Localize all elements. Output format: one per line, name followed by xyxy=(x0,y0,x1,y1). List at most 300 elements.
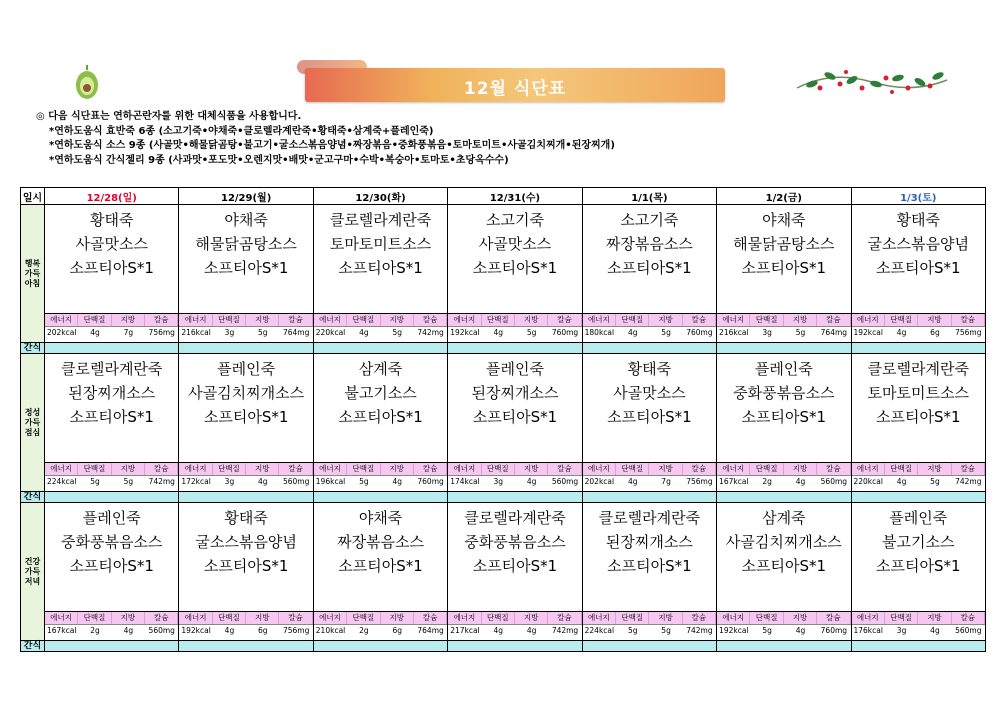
nutrient-header: 지방 xyxy=(649,612,682,624)
nutrition-grid xyxy=(45,314,178,339)
nutrition-cell xyxy=(851,314,985,343)
nutrient-header: 칼슘 xyxy=(414,612,447,624)
menu-sauce: 불고기소스 xyxy=(882,533,955,551)
menu-porridge: 야채죽 xyxy=(358,509,403,527)
nutrition-cell xyxy=(45,612,179,641)
snack-cell xyxy=(45,641,179,652)
snack-cell xyxy=(179,641,313,652)
nutrient-value: 4g xyxy=(784,475,817,488)
meal-label-line: 행복 xyxy=(24,258,41,268)
nutrient-header: 에너지 xyxy=(448,314,481,326)
nutrient-value: 202kcal xyxy=(584,477,615,486)
nutrient-header: 칼슘 xyxy=(952,463,985,475)
nutrition-row xyxy=(21,463,986,492)
nutrient-header: 에너지 xyxy=(717,612,750,624)
nutrition-cell xyxy=(448,314,582,343)
nutrient-value: 760mg xyxy=(414,475,447,488)
nutrition-grid xyxy=(179,612,312,637)
nutrition-cell xyxy=(179,314,313,343)
menu-cell xyxy=(313,205,447,314)
nutrient-value: 216kcal xyxy=(719,328,749,337)
nutrition-grid xyxy=(45,463,178,488)
nutrient-value: 5g xyxy=(616,624,649,637)
nutrition-grid xyxy=(179,463,312,488)
meal-label-line: 저녁 xyxy=(24,576,41,586)
snack-row xyxy=(21,641,986,652)
menu-sauce: 사골맛소스 xyxy=(613,384,686,402)
nutrition-cell xyxy=(179,612,313,641)
menu-supplement: 소프티아S*1 xyxy=(472,259,558,277)
nutrition-row xyxy=(21,612,986,641)
snack-label: 간식 xyxy=(21,492,45,503)
nutrient-header: 지방 xyxy=(112,314,145,326)
nutrient-value: 5g xyxy=(347,475,380,488)
menu-table xyxy=(20,187,986,652)
snack-cell xyxy=(179,343,313,354)
menu-sauce: 중화풍볶음소스 xyxy=(464,533,566,551)
menu-cell xyxy=(179,354,313,463)
nutrient-header: 단백질 xyxy=(347,463,380,475)
note-line: *연하도움식 소스 9종 (사골맛•해물닭곰탕•불고기•굴소스볶음양념•짜장볶음•중화풍볶음•토마토미트•사골김치찌개•된장찌개) xyxy=(49,140,615,152)
nutrition-cell xyxy=(582,612,716,641)
menu-porridge: 플레인죽 xyxy=(217,360,276,378)
nutrient-header: 지방 xyxy=(515,463,548,475)
menu-porridge: 황태죽 xyxy=(89,211,134,229)
avocado-icon xyxy=(74,64,100,100)
day-header-row xyxy=(21,188,986,205)
snack-cell xyxy=(582,492,716,503)
nutrition-grid xyxy=(314,314,447,339)
menu-porridge: 클로렐라계란죽 xyxy=(329,211,432,229)
nutrient-value: 210kcal xyxy=(315,626,346,635)
day-header: 1/1(목) xyxy=(582,188,716,205)
nutrient-value: 5g xyxy=(246,326,279,339)
nutrition-cell xyxy=(448,463,582,492)
menu-porridge: 플레인죽 xyxy=(485,360,544,378)
snack-cell xyxy=(448,492,582,503)
note-line: *연하도움식 효반죽 6종 (소고기죽•야채죽•클로렐라계란죽•황태죽•삼계죽+플레인죽) xyxy=(49,125,434,137)
nutrient-header: 단백질 xyxy=(482,314,515,326)
snack-cell xyxy=(717,343,851,354)
menu-cell xyxy=(851,503,985,612)
nutrient-value: 2g xyxy=(78,624,111,637)
menu-cell xyxy=(45,354,179,463)
nutrient-header: 단백질 xyxy=(885,612,918,624)
notes xyxy=(36,110,615,169)
menu-sauce: 중화풍볶음소스 xyxy=(60,533,163,551)
nutrient-value: 180kcal xyxy=(584,328,615,337)
nutrition-grid xyxy=(314,463,447,488)
menu-supplement: 소프티아S*1 xyxy=(741,408,827,426)
snack-cell xyxy=(313,492,447,503)
nutrient-value: 224kcal xyxy=(46,477,77,486)
menu-porridge: 야채죽 xyxy=(224,211,268,229)
nutrition-cell xyxy=(313,314,447,343)
nutrient-value: 4g xyxy=(616,326,649,339)
nutrient-header: 단백질 xyxy=(213,612,246,624)
nutrient-header: 에너지 xyxy=(179,314,212,326)
note-main: ◎ 다음 식단표는 연하곤란자를 위한 대체식품을 사용합니다. xyxy=(36,111,302,122)
nutrient-value: 216kcal xyxy=(181,328,211,337)
nutrition-cell xyxy=(448,612,582,641)
meal-label-line: 점심 xyxy=(24,427,41,437)
nutrient-header: 단백질 xyxy=(213,314,246,326)
nutrient-value: 5g xyxy=(515,326,548,339)
menu-cell xyxy=(179,503,313,612)
nutrient-header: 단백질 xyxy=(347,612,380,624)
nutrient-value: 4g xyxy=(381,475,414,488)
nutrient-header: 단백질 xyxy=(616,463,649,475)
nutrient-value: 167kcal xyxy=(719,477,749,486)
menu-cell xyxy=(851,205,985,314)
nutrient-header: 지방 xyxy=(784,463,817,475)
nutrient-value: 3g xyxy=(213,475,246,488)
snack-cell xyxy=(313,641,447,652)
snack-cell xyxy=(851,641,985,652)
nutrient-header: 단백질 xyxy=(885,463,918,475)
menu-supplement: 소프티아S*1 xyxy=(69,408,154,426)
nutrient-value: 764mg xyxy=(414,624,447,637)
nutrient-header: 칼슘 xyxy=(548,463,581,475)
menu-sauce: 짜장볶음소스 xyxy=(337,533,425,551)
menu-porridge: 야채죽 xyxy=(762,211,806,229)
nutrient-value: 4g xyxy=(482,326,515,339)
menu-supplement: 소프티아S*1 xyxy=(203,259,289,277)
nutrient-value: 742mg xyxy=(952,475,985,488)
nutrition-cell xyxy=(45,314,179,343)
meal-label-line: 가득 xyxy=(24,417,41,427)
nutrient-header: 칼슘 xyxy=(414,463,447,475)
nutrient-header: 지방 xyxy=(246,463,279,475)
snack-row xyxy=(21,492,986,503)
nutrition-grid xyxy=(583,612,716,637)
nutrient-header: 단백질 xyxy=(347,314,380,326)
menu-supplement: 소프티아S*1 xyxy=(607,557,692,575)
nutrition-cell xyxy=(851,463,985,492)
nutrient-header: 지방 xyxy=(918,612,951,624)
menu-porridge: 클로렐라계란죽 xyxy=(598,509,701,527)
menu-porridge: 삼계죽 xyxy=(762,509,806,527)
menu-porridge: 황태죽 xyxy=(224,509,268,527)
nutrient-value: 2g xyxy=(750,475,783,488)
nutrient-value: 4g xyxy=(482,624,515,637)
snack-cell xyxy=(717,492,851,503)
nutrition-cell xyxy=(313,463,447,492)
nutrition-row xyxy=(21,314,986,343)
menu-porridge: 플레인죽 xyxy=(754,360,813,378)
nutrient-value: 756mg xyxy=(279,624,312,637)
menu-supplement: 소프티아S*1 xyxy=(338,557,423,575)
menu-porridge: 플레인죽 xyxy=(82,509,141,527)
nutrient-value: 192kcal xyxy=(181,626,211,635)
nutrient-value: 742mg xyxy=(548,624,581,637)
menu-supplement: 소프티아S*1 xyxy=(203,408,289,426)
nutrient-value: 4g xyxy=(616,475,649,488)
nutrient-value: 742mg xyxy=(145,475,178,488)
nutrient-header: 칼슘 xyxy=(279,314,312,326)
nutrient-header: 에너지 xyxy=(717,314,750,326)
menu-sauce: 된장찌개소스 xyxy=(605,533,693,551)
corner-label: 일시 xyxy=(21,188,45,205)
snack-cell xyxy=(851,492,985,503)
nutrient-header: 에너지 xyxy=(583,463,616,475)
nutrient-value: 5g xyxy=(649,326,682,339)
nutrient-value: 6g xyxy=(246,624,279,637)
nutrient-value: 3g xyxy=(482,475,515,488)
menu-cell xyxy=(582,503,716,612)
menu-sauce: 짜장볶음소스 xyxy=(605,235,693,253)
menu-row xyxy=(21,205,986,314)
nutrition-cell xyxy=(313,612,447,641)
menu-cell xyxy=(851,354,985,463)
nutrient-value: 5g xyxy=(78,475,111,488)
menu-cell xyxy=(45,503,179,612)
nutrient-value: 7g xyxy=(649,475,682,488)
note-line: *연하도움식 간식젤리 9종 (사과맛•포도맛•오렌지맛•배맛•군고구마•수박•복숭아•토마토•초당옥수수) xyxy=(49,155,509,167)
nutrient-header: 지방 xyxy=(515,612,548,624)
menu-cell xyxy=(448,354,582,463)
nutrient-header: 칼슘 xyxy=(145,463,178,475)
nutrient-value: 760mg xyxy=(548,326,581,339)
menu-supplement: 소프티아S*1 xyxy=(69,259,154,277)
nutrient-header: 칼슘 xyxy=(548,314,581,326)
nutrient-header: 지방 xyxy=(112,463,145,475)
title-banner xyxy=(305,68,725,102)
nutrient-header: 에너지 xyxy=(448,463,481,475)
nutrient-value: 224kcal xyxy=(584,626,615,635)
nutrient-value: 6g xyxy=(918,326,951,339)
nutrient-value: 202kcal xyxy=(46,328,77,337)
nutrition-cell xyxy=(717,314,851,343)
nutrient-header: 칼슘 xyxy=(683,612,716,624)
nutrient-header: 칼슘 xyxy=(548,612,581,624)
nutrient-header: 에너지 xyxy=(45,612,78,624)
menu-supplement: 소프티아S*1 xyxy=(876,408,961,426)
nutrition-grid xyxy=(717,314,850,339)
menu-cell xyxy=(582,205,716,314)
nutrient-value: 3g xyxy=(885,624,918,637)
nutrient-header: 단백질 xyxy=(750,314,783,326)
nutrient-value: 3g xyxy=(213,326,246,339)
menu-cell xyxy=(448,503,582,612)
nutrient-header: 단백질 xyxy=(616,612,649,624)
nutrient-header: 에너지 xyxy=(179,463,212,475)
menu-porridge: 소고기죽 xyxy=(485,211,544,229)
menu-supplement: 소프티아S*1 xyxy=(338,259,423,277)
nutrient-value: 560mg xyxy=(279,475,312,488)
nutrition-grid xyxy=(852,612,985,637)
nutrient-header: 지방 xyxy=(784,612,817,624)
menu-sauce: 된장찌개소스 xyxy=(68,384,156,402)
nutrition-cell xyxy=(717,463,851,492)
snack-cell xyxy=(179,492,313,503)
nutrient-value: 756mg xyxy=(952,326,985,339)
nutrient-value: 167kcal xyxy=(46,626,77,635)
snack-cell xyxy=(45,343,179,354)
snack-row xyxy=(21,343,986,354)
menu-supplement: 소프티아S*1 xyxy=(607,259,692,277)
menu-cell xyxy=(313,503,447,612)
nutrition-cell xyxy=(45,463,179,492)
day-header: 12/28(일) xyxy=(45,188,179,205)
nutrient-header: 단백질 xyxy=(213,463,246,475)
meal-label-line: 가득 xyxy=(24,268,41,278)
nutrient-value: 4g xyxy=(78,326,111,339)
nutrient-value: 192kcal xyxy=(450,328,480,337)
menu-sauce: 사골김치찌개소스 xyxy=(725,533,842,551)
nutrient-header: 지방 xyxy=(246,314,279,326)
nutrition-grid xyxy=(717,463,850,488)
nutrient-value: 4g xyxy=(885,475,918,488)
menu-cell xyxy=(179,205,313,314)
menu-supplement: 소프티아S*1 xyxy=(69,557,154,575)
nutrient-value: 4g xyxy=(515,475,548,488)
nutrient-value: 176kcal xyxy=(853,626,883,635)
nutrition-grid xyxy=(852,463,985,488)
nutrient-value: 4g xyxy=(213,624,246,637)
snack-cell xyxy=(717,641,851,652)
nutrient-value: 4g xyxy=(246,475,279,488)
holly-garland-icon xyxy=(792,58,952,104)
nutrient-value: 4g xyxy=(784,624,817,637)
menu-porridge: 소고기죽 xyxy=(620,211,679,229)
nutrient-value: 172kcal xyxy=(181,477,211,486)
nutrition-cell xyxy=(851,612,985,641)
nutrient-header: 에너지 xyxy=(717,463,750,475)
menu-porridge: 플레인죽 xyxy=(889,509,948,527)
nutrient-value: 760mg xyxy=(683,326,716,339)
nutrient-value: 742mg xyxy=(414,326,447,339)
nutrient-header: 칼슘 xyxy=(952,314,985,326)
snack-cell xyxy=(851,343,985,354)
nutrient-value: 174kcal xyxy=(450,477,480,486)
menu-porridge: 클로렐라계란죽 xyxy=(464,509,566,527)
menu-porridge: 삼계죽 xyxy=(358,360,403,378)
nutrition-grid xyxy=(448,314,581,339)
nutrient-value: 764mg xyxy=(817,326,850,339)
nutrient-header: 에너지 xyxy=(314,463,347,475)
page-title: 12월 식단표 xyxy=(463,79,567,99)
nutrient-value: 220kcal xyxy=(315,328,346,337)
nutrient-header: 지방 xyxy=(381,612,414,624)
nutrient-value: 5g xyxy=(381,326,414,339)
menu-sauce: 된장찌개소스 xyxy=(471,384,559,402)
menu-porridge: 황태죽 xyxy=(896,211,940,229)
menu-cell xyxy=(448,205,582,314)
nutrition-grid xyxy=(448,463,581,488)
menu-row xyxy=(21,503,986,612)
nutrient-value: 764mg xyxy=(279,326,312,339)
nutrient-header: 단백질 xyxy=(78,314,111,326)
nutrient-header: 지방 xyxy=(381,314,414,326)
nutrient-header: 에너지 xyxy=(852,612,885,624)
menu-supplement: 소프티아S*1 xyxy=(876,557,961,575)
nutrient-header: 에너지 xyxy=(314,314,347,326)
day-header: 1/2(금) xyxy=(717,188,851,205)
nutrition-grid xyxy=(852,314,985,339)
nutrient-header: 칼슘 xyxy=(145,612,178,624)
menu-supplement: 소프티아S*1 xyxy=(741,557,827,575)
menu-sauce: 중화풍볶음소스 xyxy=(733,384,835,402)
nutrition-grid xyxy=(45,612,178,637)
nutrient-value: 4g xyxy=(885,326,918,339)
menu-sauce: 해물닭곰탕소스 xyxy=(733,235,835,253)
menu-sauce: 토마토미트소스 xyxy=(329,235,432,253)
menu-sauce: 굴소스볶음양념 xyxy=(867,235,969,253)
nutrient-header: 지방 xyxy=(918,463,951,475)
meal-label xyxy=(21,354,45,492)
nutrition-grid xyxy=(314,612,447,637)
day-header: 12/29(월) xyxy=(179,188,313,205)
nutrient-header: 칼슘 xyxy=(817,314,850,326)
nutrient-value: 4g xyxy=(112,624,145,637)
nutrient-value: 4g xyxy=(347,326,380,339)
nutrient-value: 742mg xyxy=(683,624,716,637)
nutrient-header: 단백질 xyxy=(750,463,783,475)
nutrient-value: 2g xyxy=(347,624,380,637)
nutrient-header: 단백질 xyxy=(616,314,649,326)
meal-label xyxy=(21,205,45,343)
menu-sauce: 사골맛소스 xyxy=(75,235,148,253)
nutrition-cell xyxy=(582,314,716,343)
nutrient-header: 단백질 xyxy=(482,463,515,475)
menu-porridge: 황태죽 xyxy=(627,360,672,378)
nutrient-header: 단백질 xyxy=(750,612,783,624)
menu-sauce: 불고기소스 xyxy=(344,384,417,402)
menu-supplement: 소프티아S*1 xyxy=(741,259,827,277)
nutrient-header: 에너지 xyxy=(583,612,616,624)
nutrient-header: 칼슘 xyxy=(817,612,850,624)
nutrition-cell xyxy=(582,463,716,492)
menu-cell xyxy=(717,503,851,612)
nutrient-value: 217kcal xyxy=(450,626,480,635)
nutrient-header: 단백질 xyxy=(78,463,111,475)
snack-cell xyxy=(313,343,447,354)
nutrient-header: 지방 xyxy=(112,612,145,624)
snack-cell xyxy=(448,641,582,652)
menu-cell xyxy=(45,205,179,314)
nutrition-grid xyxy=(583,463,716,488)
nutrient-header: 단백질 xyxy=(482,612,515,624)
snack-label: 간식 xyxy=(21,343,45,354)
nutrient-header: 칼슘 xyxy=(145,314,178,326)
nutrient-header: 에너지 xyxy=(179,612,212,624)
nutrient-header: 칼슘 xyxy=(683,314,716,326)
nutrient-header: 칼슘 xyxy=(414,314,447,326)
meal-label xyxy=(21,503,45,641)
snack-cell xyxy=(448,343,582,354)
day-header: 12/30(화) xyxy=(313,188,447,205)
nutrient-header: 에너지 xyxy=(448,612,481,624)
nutrient-header: 에너지 xyxy=(45,314,78,326)
nutrient-header: 단백질 xyxy=(78,612,111,624)
nutrient-header: 에너지 xyxy=(852,463,885,475)
menu-supplement: 소프티아S*1 xyxy=(876,259,961,277)
menu-row xyxy=(21,354,986,463)
nutrition-cell xyxy=(717,612,851,641)
nutrient-value: 5g xyxy=(784,326,817,339)
menu-cell xyxy=(717,205,851,314)
menu-cell xyxy=(313,354,447,463)
nutrient-header: 지방 xyxy=(784,314,817,326)
nutrient-value: 3g xyxy=(750,326,783,339)
nutrient-header: 칼슘 xyxy=(817,463,850,475)
nutrition-grid xyxy=(448,612,581,637)
nutrient-header: 지방 xyxy=(515,314,548,326)
nutrient-value: 220kcal xyxy=(853,477,883,486)
nutrient-header: 칼슘 xyxy=(683,463,716,475)
nutrient-value: 560mg xyxy=(817,475,850,488)
